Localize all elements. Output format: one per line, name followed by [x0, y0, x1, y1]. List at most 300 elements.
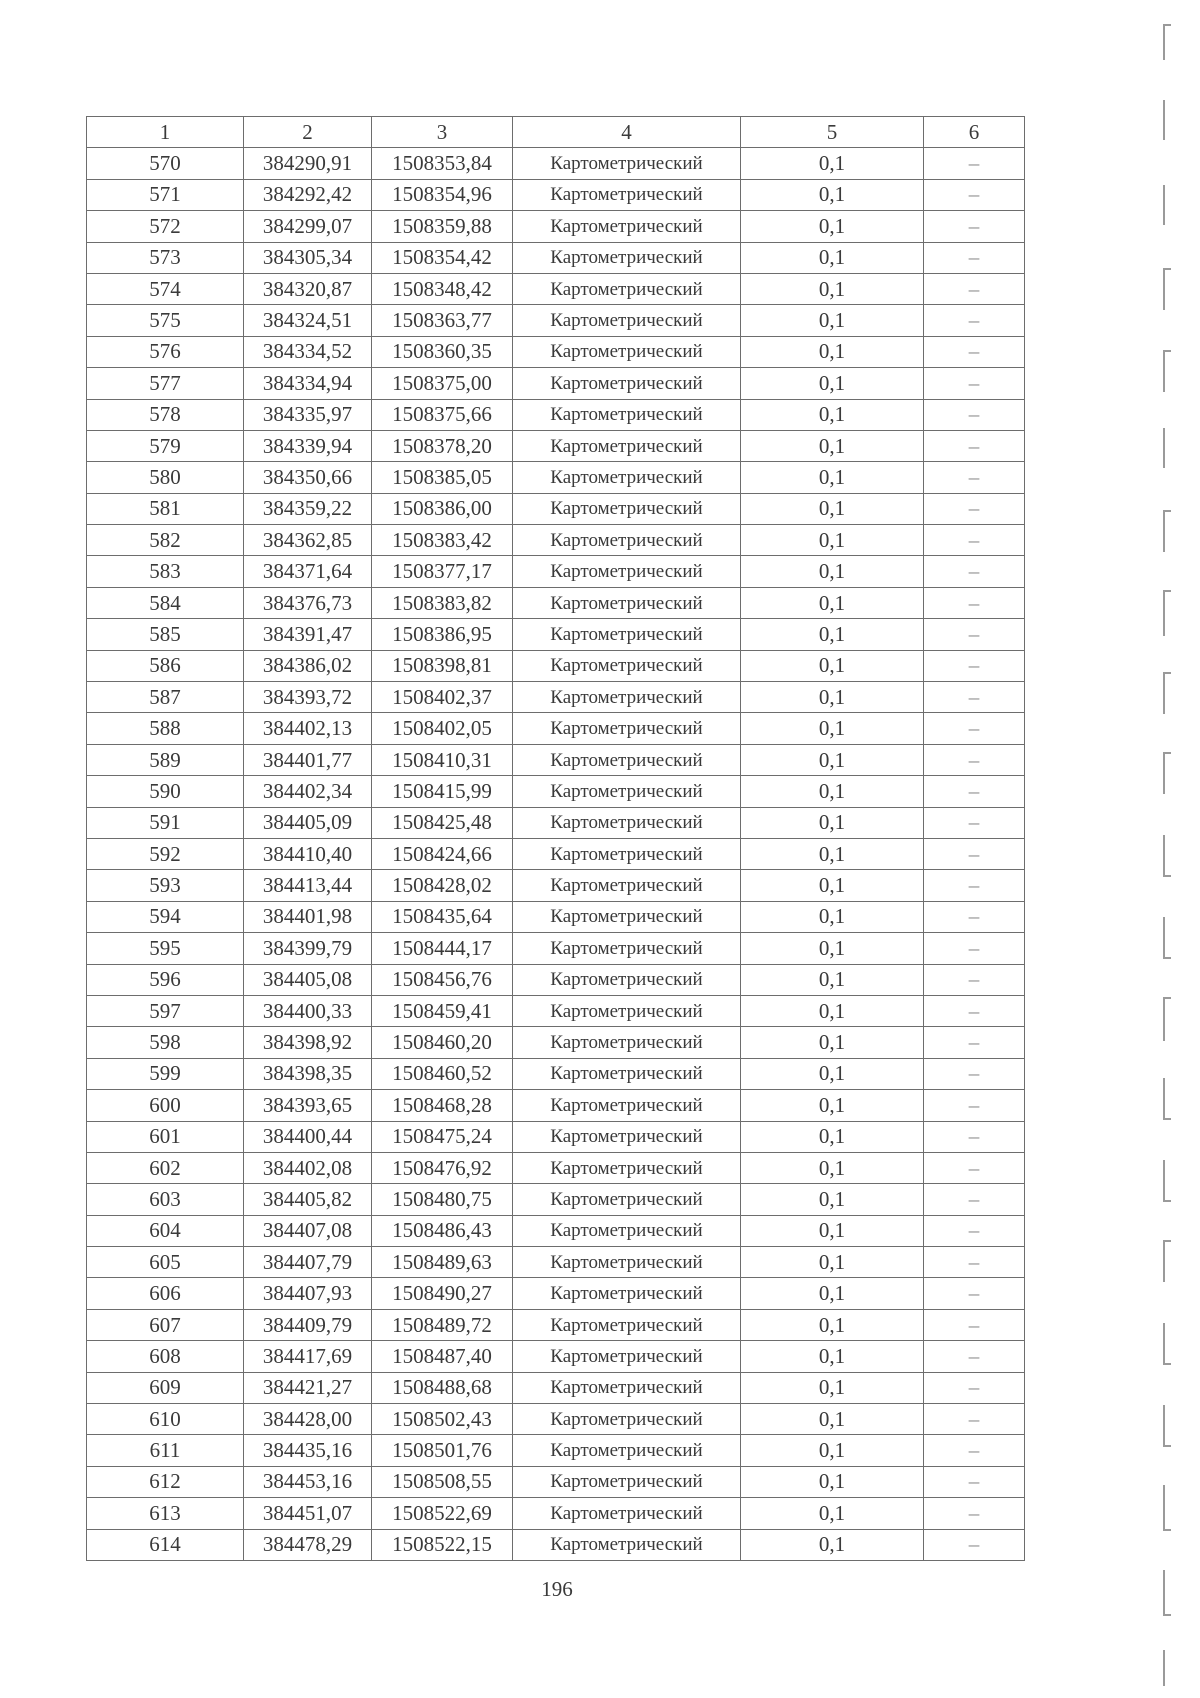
method-cell: Картометрический: [513, 462, 741, 493]
scan-edge-mark: [1163, 752, 1171, 794]
accuracy-cell: 0,1: [741, 1341, 924, 1372]
table-row: [87, 368, 1025, 399]
point-number-cell: 613: [87, 1498, 244, 1529]
y-coordinate-cell: 1508456,76: [372, 964, 513, 995]
note-cell: –: [924, 211, 1025, 242]
accuracy-cell: 0,1: [741, 713, 924, 744]
y-coordinate-cell: 1508386,00: [372, 493, 513, 524]
scan-edge-mark: [1163, 917, 1171, 959]
table-row: [87, 462, 1025, 493]
point-number-cell: 589: [87, 744, 244, 775]
table-row: [87, 1529, 1025, 1560]
accuracy-cell: 0,1: [741, 1309, 924, 1340]
accuracy-cell: 0,1: [741, 1215, 924, 1246]
point-number-cell: 604: [87, 1215, 244, 1246]
x-coordinate-cell: 384400,44: [244, 1121, 372, 1152]
table-row: [87, 1027, 1025, 1058]
accuracy-cell: 0,1: [741, 870, 924, 901]
x-coordinate-cell: 384290,91: [244, 148, 372, 179]
point-number-cell: 580: [87, 462, 244, 493]
scan-edge-mark: [1163, 1240, 1171, 1282]
method-cell: Картометрический: [513, 713, 741, 744]
point-number-cell: 598: [87, 1027, 244, 1058]
point-number-cell: 614: [87, 1529, 244, 1560]
x-coordinate-cell: 384376,73: [244, 587, 372, 618]
note-cell: –: [924, 336, 1025, 367]
y-coordinate-cell: 1508383,42: [372, 525, 513, 556]
point-number-cell: 596: [87, 964, 244, 995]
x-coordinate-cell: 384398,92: [244, 1027, 372, 1058]
method-cell: Картометрический: [513, 838, 741, 869]
x-coordinate-cell: 384402,34: [244, 776, 372, 807]
accuracy-cell: 0,1: [741, 556, 924, 587]
x-coordinate-cell: 384407,93: [244, 1278, 372, 1309]
table-row: [87, 430, 1025, 461]
point-number-cell: 592: [87, 838, 244, 869]
note-cell: –: [924, 1404, 1025, 1435]
x-coordinate-cell: 384324,51: [244, 305, 372, 336]
x-coordinate-cell: 384407,79: [244, 1247, 372, 1278]
note-cell: –: [924, 995, 1025, 1026]
y-coordinate-cell: 1508377,17: [372, 556, 513, 587]
method-cell: Картометрический: [513, 525, 741, 556]
note-cell: –: [924, 1215, 1025, 1246]
column-header: 4: [513, 117, 741, 148]
method-cell: Картометрический: [513, 995, 741, 1026]
accuracy-cell: 0,1: [741, 838, 924, 869]
point-number-cell: 570: [87, 148, 244, 179]
method-cell: Картометрический: [513, 807, 741, 838]
method-cell: Картометрический: [513, 336, 741, 367]
x-coordinate-cell: 384350,66: [244, 462, 372, 493]
note-cell: –: [924, 1309, 1025, 1340]
point-number-cell: 603: [87, 1184, 244, 1215]
accuracy-cell: 0,1: [741, 807, 924, 838]
scan-edge-mark: [1163, 835, 1171, 877]
note-cell: –: [924, 619, 1025, 650]
point-number-cell: 585: [87, 619, 244, 650]
accuracy-cell: 0,1: [741, 242, 924, 273]
accuracy-cell: 0,1: [741, 1498, 924, 1529]
method-cell: Картометрический: [513, 1404, 741, 1435]
method-cell: Картометрический: [513, 1309, 741, 1340]
table-row: [87, 901, 1025, 932]
table-header-row: [87, 117, 1025, 148]
method-cell: Картометрический: [513, 1529, 741, 1560]
point-number-cell: 610: [87, 1404, 244, 1435]
point-number-cell: 595: [87, 933, 244, 964]
scan-edge-mark: [1163, 1405, 1171, 1447]
note-cell: –: [924, 744, 1025, 775]
point-number-cell: 609: [87, 1372, 244, 1403]
y-coordinate-cell: 1508359,88: [372, 211, 513, 242]
method-cell: Картометрический: [513, 901, 741, 932]
method-cell: Картометрический: [513, 1121, 741, 1152]
accuracy-cell: 0,1: [741, 1090, 924, 1121]
method-cell: Картометрический: [513, 179, 741, 210]
point-number-cell: 591: [87, 807, 244, 838]
note-cell: –: [924, 807, 1025, 838]
x-coordinate-cell: 384428,00: [244, 1404, 372, 1435]
scan-edge-mark: [1163, 1650, 1171, 1686]
table-row: [87, 336, 1025, 367]
scan-edge-mark: [1163, 100, 1171, 140]
accuracy-cell: 0,1: [741, 587, 924, 618]
point-number-cell: 590: [87, 776, 244, 807]
x-coordinate-cell: 384334,52: [244, 336, 372, 367]
table-body: [87, 148, 1025, 1561]
note-cell: –: [924, 964, 1025, 995]
scan-edge-mark: [1163, 428, 1171, 468]
method-cell: Картометрический: [513, 933, 741, 964]
x-coordinate-cell: 384362,85: [244, 525, 372, 556]
x-coordinate-cell: 384402,13: [244, 713, 372, 744]
scan-edge-mark: [1163, 997, 1171, 1041]
y-coordinate-cell: 1508435,64: [372, 901, 513, 932]
scan-edge-marks: [1155, 0, 1185, 1698]
point-number-cell: 597: [87, 995, 244, 1026]
point-number-cell: 572: [87, 211, 244, 242]
y-coordinate-cell: 1508502,43: [372, 1404, 513, 1435]
y-coordinate-cell: 1508489,63: [372, 1247, 513, 1278]
method-cell: Картометрический: [513, 870, 741, 901]
x-coordinate-cell: 384402,08: [244, 1152, 372, 1183]
scan-edge-mark: [1163, 1323, 1171, 1365]
x-coordinate-cell: 384405,08: [244, 964, 372, 995]
x-coordinate-cell: 384421,27: [244, 1372, 372, 1403]
coordinates-table: [86, 116, 1025, 1561]
y-coordinate-cell: 1508363,77: [372, 305, 513, 336]
point-number-cell: 601: [87, 1121, 244, 1152]
accuracy-cell: 0,1: [741, 1058, 924, 1089]
note-cell: –: [924, 1278, 1025, 1309]
y-coordinate-cell: 1508460,52: [372, 1058, 513, 1089]
method-cell: Картометрический: [513, 1027, 741, 1058]
column-header: 3: [372, 117, 513, 148]
table-row: [87, 1341, 1025, 1372]
accuracy-cell: 0,1: [741, 430, 924, 461]
point-number-cell: 606: [87, 1278, 244, 1309]
table-row: [87, 1247, 1025, 1278]
y-coordinate-cell: 1508486,43: [372, 1215, 513, 1246]
method-cell: Картометрический: [513, 964, 741, 995]
table-row: [87, 587, 1025, 618]
accuracy-cell: 0,1: [741, 933, 924, 964]
accuracy-cell: 0,1: [741, 1435, 924, 1466]
accuracy-cell: 0,1: [741, 148, 924, 179]
method-cell: Картометрический: [513, 1090, 741, 1121]
note-cell: –: [924, 368, 1025, 399]
method-cell: Картометрический: [513, 1435, 741, 1466]
scan-edge-mark: [1163, 268, 1171, 310]
table-row: [87, 933, 1025, 964]
table-row: [87, 1466, 1025, 1497]
point-number-cell: 576: [87, 336, 244, 367]
y-coordinate-cell: 1508459,41: [372, 995, 513, 1026]
y-coordinate-cell: 1508522,15: [372, 1529, 513, 1560]
x-coordinate-cell: 384335,97: [244, 399, 372, 430]
method-cell: Картометрический: [513, 556, 741, 587]
accuracy-cell: 0,1: [741, 368, 924, 399]
x-coordinate-cell: 384435,16: [244, 1435, 372, 1466]
method-cell: Картометрический: [513, 650, 741, 681]
table-row: [87, 870, 1025, 901]
method-cell: Картометрический: [513, 619, 741, 650]
accuracy-cell: 0,1: [741, 1404, 924, 1435]
x-coordinate-cell: 384405,82: [244, 1184, 372, 1215]
method-cell: Картометрический: [513, 211, 741, 242]
accuracy-cell: 0,1: [741, 744, 924, 775]
y-coordinate-cell: 1508378,20: [372, 430, 513, 461]
note-cell: –: [924, 838, 1025, 869]
x-coordinate-cell: 384371,64: [244, 556, 372, 587]
y-coordinate-cell: 1508398,81: [372, 650, 513, 681]
note-cell: –: [924, 870, 1025, 901]
accuracy-cell: 0,1: [741, 462, 924, 493]
y-coordinate-cell: 1508348,42: [372, 273, 513, 304]
method-cell: Картометрический: [513, 1215, 741, 1246]
accuracy-cell: 0,1: [741, 1027, 924, 1058]
table-row: [87, 1152, 1025, 1183]
y-coordinate-cell: 1508476,92: [372, 1152, 513, 1183]
x-coordinate-cell: 384453,16: [244, 1466, 372, 1497]
point-number-cell: 599: [87, 1058, 244, 1089]
accuracy-cell: 0,1: [741, 399, 924, 430]
x-coordinate-cell: 384417,69: [244, 1341, 372, 1372]
table-row: [87, 1121, 1025, 1152]
y-coordinate-cell: 1508428,02: [372, 870, 513, 901]
note-cell: –: [924, 587, 1025, 618]
table-row: [87, 1058, 1025, 1089]
accuracy-cell: 0,1: [741, 211, 924, 242]
point-number-cell: 607: [87, 1309, 244, 1340]
y-coordinate-cell: 1508425,48: [372, 807, 513, 838]
x-coordinate-cell: 384405,09: [244, 807, 372, 838]
y-coordinate-cell: 1508410,31: [372, 744, 513, 775]
point-number-cell: 605: [87, 1247, 244, 1278]
table-row: [87, 1404, 1025, 1435]
method-cell: Картометрический: [513, 399, 741, 430]
x-coordinate-cell: 384478,29: [244, 1529, 372, 1560]
note-cell: –: [924, 305, 1025, 336]
table-row: [87, 995, 1025, 1026]
point-number-cell: 612: [87, 1466, 244, 1497]
x-coordinate-cell: 384409,79: [244, 1309, 372, 1340]
table-row: [87, 838, 1025, 869]
note-cell: –: [924, 148, 1025, 179]
note-cell: –: [924, 650, 1025, 681]
y-coordinate-cell: 1508444,17: [372, 933, 513, 964]
note-cell: –: [924, 493, 1025, 524]
accuracy-cell: 0,1: [741, 1121, 924, 1152]
scan-edge-mark: [1163, 672, 1171, 714]
accuracy-cell: 0,1: [741, 901, 924, 932]
accuracy-cell: 0,1: [741, 682, 924, 713]
y-coordinate-cell: 1508354,42: [372, 242, 513, 273]
scan-edge-mark: [1163, 1160, 1171, 1202]
point-number-cell: 578: [87, 399, 244, 430]
x-coordinate-cell: 384391,47: [244, 619, 372, 650]
accuracy-cell: 0,1: [741, 619, 924, 650]
point-number-cell: 573: [87, 242, 244, 273]
scan-edge-mark: [1163, 185, 1171, 225]
y-coordinate-cell: 1508488,68: [372, 1372, 513, 1403]
point-number-cell: 571: [87, 179, 244, 210]
x-coordinate-cell: 384339,94: [244, 430, 372, 461]
method-cell: Картометрический: [513, 1152, 741, 1183]
y-coordinate-cell: 1508415,99: [372, 776, 513, 807]
note-cell: –: [924, 1247, 1025, 1278]
method-cell: Картометрический: [513, 242, 741, 273]
x-coordinate-cell: 384413,44: [244, 870, 372, 901]
point-number-cell: 583: [87, 556, 244, 587]
note-cell: –: [924, 933, 1025, 964]
x-coordinate-cell: 384292,42: [244, 179, 372, 210]
method-cell: Картометрический: [513, 493, 741, 524]
y-coordinate-cell: 1508383,82: [372, 587, 513, 618]
method-cell: Картометрический: [513, 1184, 741, 1215]
table-row: [87, 682, 1025, 713]
x-coordinate-cell: 384305,34: [244, 242, 372, 273]
accuracy-cell: 0,1: [741, 273, 924, 304]
y-coordinate-cell: 1508354,96: [372, 179, 513, 210]
table-row: [87, 493, 1025, 524]
note-cell: –: [924, 242, 1025, 273]
point-number-cell: 582: [87, 525, 244, 556]
y-coordinate-cell: 1508424,66: [372, 838, 513, 869]
point-number-cell: 602: [87, 1152, 244, 1183]
table-row: [87, 148, 1025, 179]
note-cell: –: [924, 1152, 1025, 1183]
note-cell: –: [924, 1121, 1025, 1152]
y-coordinate-cell: 1508487,40: [372, 1341, 513, 1372]
table-row: [87, 776, 1025, 807]
note-cell: –: [924, 776, 1025, 807]
method-cell: Картометрический: [513, 1058, 741, 1089]
page-number: 196: [541, 1577, 573, 1601]
method-cell: Картометрический: [513, 1466, 741, 1497]
table-row: [87, 1278, 1025, 1309]
point-number-cell: 600: [87, 1090, 244, 1121]
method-cell: Картометрический: [513, 1341, 741, 1372]
x-coordinate-cell: 384451,07: [244, 1498, 372, 1529]
method-cell: Картометрический: [513, 305, 741, 336]
table-row: [87, 744, 1025, 775]
table-row: [87, 1498, 1025, 1529]
accuracy-cell: 0,1: [741, 1184, 924, 1215]
accuracy-cell: 0,1: [741, 1529, 924, 1560]
accuracy-cell: 0,1: [741, 305, 924, 336]
y-coordinate-cell: 1508475,24: [372, 1121, 513, 1152]
table-row: [87, 1090, 1025, 1121]
method-cell: Картометрический: [513, 682, 741, 713]
note-cell: –: [924, 1027, 1025, 1058]
method-cell: Картометрический: [513, 1247, 741, 1278]
y-coordinate-cell: 1508480,75: [372, 1184, 513, 1215]
method-cell: Картометрический: [513, 430, 741, 461]
table-row: [87, 619, 1025, 650]
method-cell: Картометрический: [513, 1278, 741, 1309]
table-row: [87, 964, 1025, 995]
method-cell: Картометрический: [513, 744, 741, 775]
point-number-cell: 577: [87, 368, 244, 399]
accuracy-cell: 0,1: [741, 964, 924, 995]
note-cell: –: [924, 179, 1025, 210]
table-row: [87, 242, 1025, 273]
point-number-cell: 581: [87, 493, 244, 524]
method-cell: Картометрический: [513, 1372, 741, 1403]
note-cell: –: [924, 1435, 1025, 1466]
point-number-cell: 587: [87, 682, 244, 713]
column-header: 1: [87, 117, 244, 148]
scan-edge-mark: [1163, 24, 1171, 60]
accuracy-cell: 0,1: [741, 650, 924, 681]
table-row: [87, 807, 1025, 838]
note-cell: –: [924, 525, 1025, 556]
accuracy-cell: 0,1: [741, 776, 924, 807]
table-row: [87, 1372, 1025, 1403]
point-number-cell: 584: [87, 587, 244, 618]
point-number-cell: 593: [87, 870, 244, 901]
table-row: [87, 650, 1025, 681]
y-coordinate-cell: 1508360,35: [372, 336, 513, 367]
note-cell: –: [924, 1529, 1025, 1560]
note-cell: –: [924, 1090, 1025, 1121]
method-cell: Картометрический: [513, 587, 741, 618]
y-coordinate-cell: 1508508,55: [372, 1466, 513, 1497]
column-header: 5: [741, 117, 924, 148]
table-row: [87, 556, 1025, 587]
x-coordinate-cell: 384401,98: [244, 901, 372, 932]
scan-edge-mark: [1163, 1485, 1171, 1531]
note-cell: –: [924, 1184, 1025, 1215]
point-number-cell: 574: [87, 273, 244, 304]
accuracy-cell: 0,1: [741, 1152, 924, 1183]
accuracy-cell: 0,1: [741, 995, 924, 1026]
accuracy-cell: 0,1: [741, 493, 924, 524]
x-coordinate-cell: 384399,79: [244, 933, 372, 964]
y-coordinate-cell: 1508501,76: [372, 1435, 513, 1466]
note-cell: –: [924, 1341, 1025, 1372]
y-coordinate-cell: 1508522,69: [372, 1498, 513, 1529]
x-coordinate-cell: 384400,33: [244, 995, 372, 1026]
table-row: [87, 1215, 1025, 1246]
scan-edge-mark: [1163, 590, 1171, 636]
note-cell: –: [924, 1498, 1025, 1529]
x-coordinate-cell: 384407,08: [244, 1215, 372, 1246]
accuracy-cell: 0,1: [741, 525, 924, 556]
note-cell: –: [924, 556, 1025, 587]
method-cell: Картометрический: [513, 273, 741, 304]
y-coordinate-cell: 1508402,05: [372, 713, 513, 744]
accuracy-cell: 0,1: [741, 336, 924, 367]
column-header: 6: [924, 117, 1025, 148]
accuracy-cell: 0,1: [741, 1372, 924, 1403]
x-coordinate-cell: 384401,77: [244, 744, 372, 775]
note-cell: –: [924, 273, 1025, 304]
y-coordinate-cell: 1508353,84: [372, 148, 513, 179]
method-cell: Картометрический: [513, 368, 741, 399]
method-cell: Картометрический: [513, 148, 741, 179]
y-coordinate-cell: 1508489,72: [372, 1309, 513, 1340]
table-row: [87, 1184, 1025, 1215]
x-coordinate-cell: 384334,94: [244, 368, 372, 399]
table-row: [87, 211, 1025, 242]
y-coordinate-cell: 1508385,05: [372, 462, 513, 493]
x-coordinate-cell: 384410,40: [244, 838, 372, 869]
table-row: [87, 399, 1025, 430]
scan-edge-mark: [1163, 1570, 1171, 1616]
